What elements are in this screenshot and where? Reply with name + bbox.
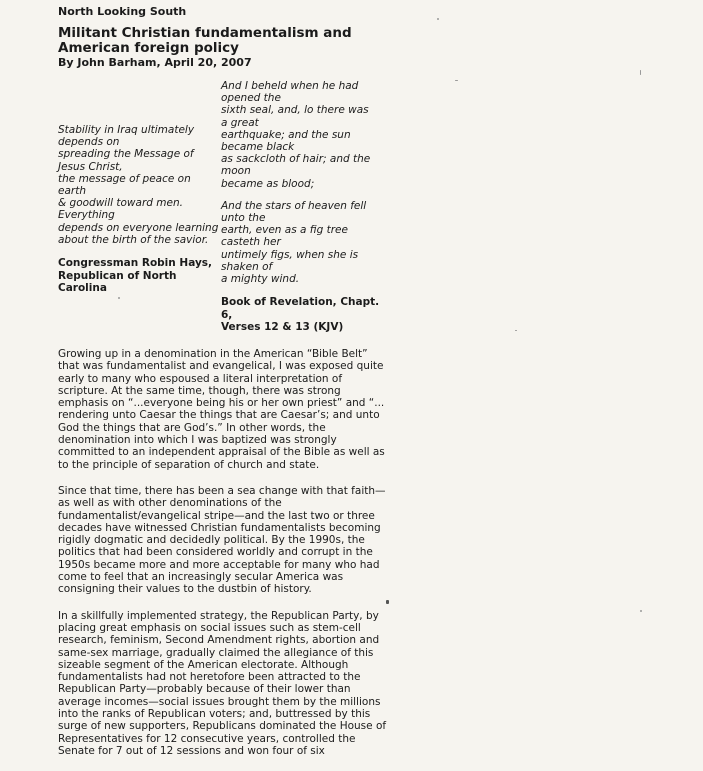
quote-line: a great xyxy=(221,116,259,129)
body-line: scripture. At the same time, though, there was strong xyxy=(58,384,341,397)
scan-speck xyxy=(118,297,120,299)
body-line: early to many who espoused a literal interpretation of xyxy=(58,372,343,385)
quote-line: became as blood; xyxy=(221,177,315,190)
quote-line: casteth her xyxy=(221,236,281,249)
attribution-line: Book of Revelation, Chapt. xyxy=(221,296,380,308)
body-line: to the principle of separation of church and state. xyxy=(58,458,320,471)
scan-speck xyxy=(437,18,439,20)
body-line: Republican Party—probably because of their lower than xyxy=(58,683,351,696)
attribution-line: Congressman Robin Hays, xyxy=(58,257,213,269)
article-title xyxy=(58,26,378,56)
section-label: North Looking South xyxy=(58,5,187,18)
body-line: come to feel that an increasingly secular America was xyxy=(58,571,344,584)
body-paragraph xyxy=(58,609,387,758)
scan-speck xyxy=(515,330,517,331)
body-line: rigidly dogmatic and decidedly political. By the 1990s, the xyxy=(58,534,365,547)
quote-line: unto the xyxy=(221,212,266,225)
epigraph-left-attribution xyxy=(58,257,218,295)
title-line: Militant Christian fundamentalism and xyxy=(58,25,352,41)
epigraph-right-attribution xyxy=(221,296,381,334)
quote-line: became black xyxy=(221,141,295,154)
quote-line: earth xyxy=(58,185,86,198)
body-line: rendering unto Caesar the things that are Caesar’s; and unto xyxy=(58,409,380,422)
quote-stanza xyxy=(221,80,381,190)
quote-line: opened the xyxy=(221,92,281,105)
attribution-line: 6, xyxy=(221,308,233,321)
body-line: fundamentalist/evangelical stripe—and the last two or three xyxy=(58,509,375,522)
quote-line: the message of peace on xyxy=(58,172,191,185)
body-line: into the ranks of Republican voters; and, buttressed by this xyxy=(58,708,371,721)
body-line: 1950s became more and more acceptable for many who had xyxy=(58,558,380,571)
quote-line: depends on xyxy=(58,136,120,149)
scan-speck xyxy=(386,600,389,604)
body-line: sizeable segment of the American electorate. Although xyxy=(58,658,349,671)
body-line: that was fundamentalist and evangelical, I was exposed quite xyxy=(58,360,384,373)
body-line: denomination into which I was baptized was strongly xyxy=(58,434,337,447)
body-line: emphasis on “...everyone being his or her own priest” and “... xyxy=(58,397,385,410)
article-body xyxy=(58,348,387,771)
body-line: Since that time, there has been a sea change with that faith— xyxy=(58,484,386,497)
quote-line: earth, even as a fig tree xyxy=(221,224,348,237)
body-line: placing great emphasis on social issues such as stem-cell xyxy=(58,621,361,634)
body-line: average incomes—social issues brought them by the millions xyxy=(58,695,381,708)
quote-line: & goodwill toward men. xyxy=(58,197,183,210)
quote-line: as sackcloth of hair; and the xyxy=(221,153,371,166)
body-line: research, feminism, Second Amendment rights, abortion and xyxy=(58,634,380,647)
quote-line: And the stars of heaven fell xyxy=(221,199,367,212)
scan-speck xyxy=(455,80,458,81)
epigraph-right-quote xyxy=(221,80,381,295)
body-line: same-sex marriage, gradually claimed the allegiance of this xyxy=(58,646,374,659)
quote-stanza xyxy=(221,200,381,285)
body-line: In a skillfully implemented strategy, the Republican Party, by xyxy=(58,609,379,622)
body-line: committed to an independent appraisal of the Bible as well as xyxy=(58,446,385,459)
epigraph-left-quote xyxy=(58,124,218,246)
quote-line: a mighty wind. xyxy=(221,273,300,286)
body-line: consigning their values to the dustbin of history. xyxy=(58,583,312,596)
body-line: Representatives for 12 consecutive years, controlled the xyxy=(58,732,356,745)
quote-line: untimely figs, when she is xyxy=(221,248,359,261)
quote-line: earthquake; and the sun xyxy=(221,128,351,141)
body-paragraph xyxy=(58,348,385,471)
quote-line: moon xyxy=(221,165,251,178)
attribution-line: Republican of North xyxy=(58,269,177,282)
title-line: American foreign policy xyxy=(58,40,239,56)
body-line: as well as with other denominations of the xyxy=(58,497,282,510)
body-line: decades have witnessed Christian fundamentalists becoming xyxy=(58,521,381,534)
body-line: politics that had been considered worldly and corrupt in the xyxy=(58,546,373,559)
scan-speck xyxy=(640,610,642,612)
attribution-line: Verses 12 & 13 (KJV) xyxy=(221,321,344,333)
quote-line: Jesus Christ, xyxy=(58,160,123,173)
body-line: Senate for 7 out of 12 sessions and won four of six xyxy=(58,744,325,757)
quote-line: Everything xyxy=(58,209,115,222)
quote-line: shaken of xyxy=(221,260,273,273)
body-paragraph xyxy=(58,484,386,596)
byline: By John Barham, April 20, 2007 xyxy=(58,56,252,69)
body-line: God the things that are God’s.” In other words, the xyxy=(58,421,326,434)
scan-speck xyxy=(640,70,641,75)
body-line: surge of new supporters, Republicans dominated the House of xyxy=(58,720,387,733)
quote-line: depends on everyone learning xyxy=(58,221,219,234)
attribution-line: Carolina xyxy=(58,282,107,294)
quote-line: about the birth of the savior. xyxy=(58,233,209,246)
body-line: fundamentalists had not heretofore been attracted to the xyxy=(58,671,361,684)
quote-line: spreading the Message of xyxy=(58,148,194,161)
quote-line: Stability in Iraq ultimately xyxy=(58,124,195,136)
quote-line: And I beheld when he had xyxy=(221,80,359,92)
body-line: Growing up in a denomination in the American “Bible Belt” xyxy=(58,348,368,360)
quote-line: sixth seal, and, lo there was xyxy=(221,104,369,117)
